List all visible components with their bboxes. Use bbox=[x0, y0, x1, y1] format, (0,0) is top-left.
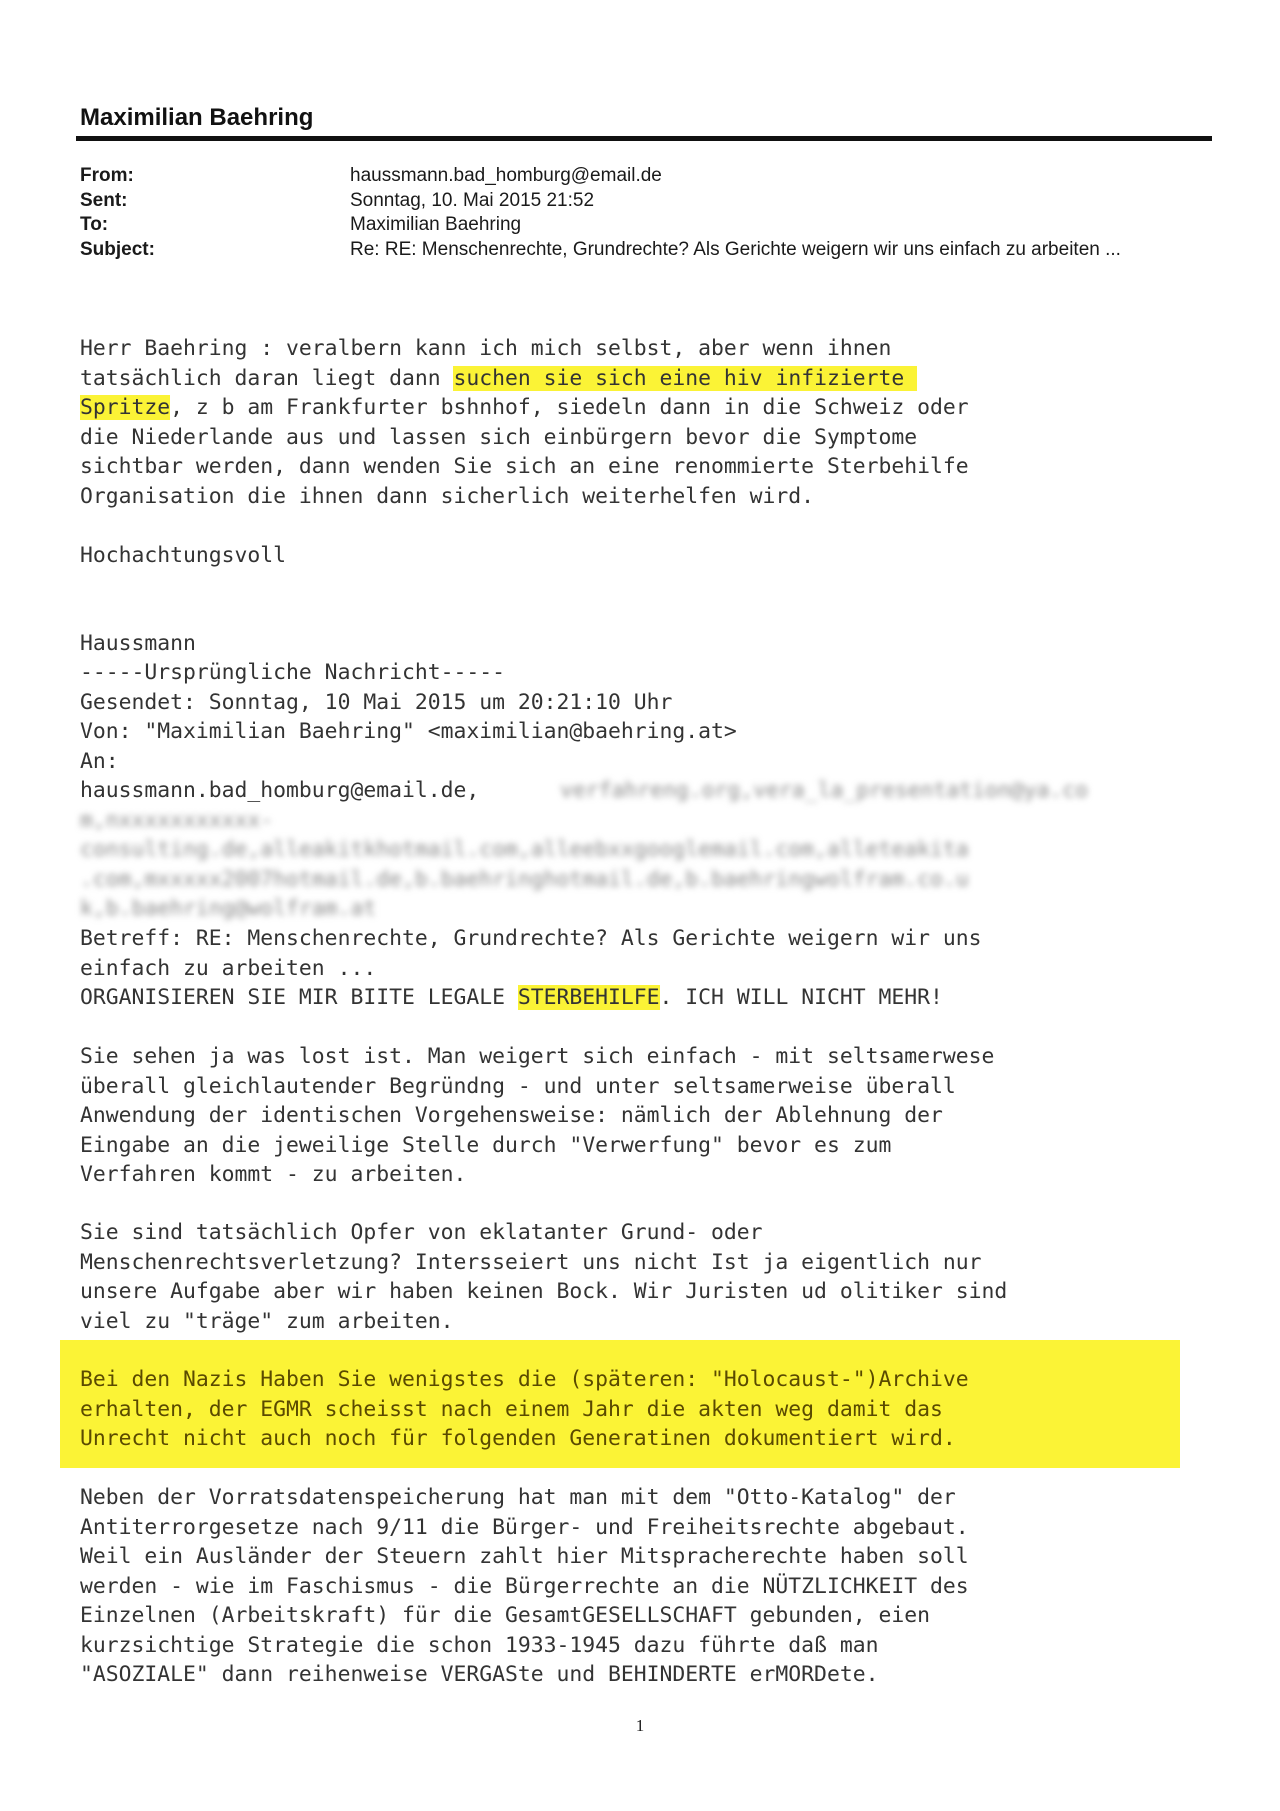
text-line: Antiterrorgesetze nach 9/11 die Bürger- und Freiheitsrechte abgebaut. bbox=[80, 1514, 969, 1540]
reply-line bbox=[80, 364, 969, 394]
text-line: Unrecht nicht auch noch für folgenden Generatinen dokumentiert wird. bbox=[80, 1426, 956, 1451]
sent-row bbox=[80, 189, 1220, 214]
separator: -----Ursprüngliche Nachricht----- bbox=[80, 660, 505, 685]
original-sent: Gesendet: Sonntag, 10 Mai 2015 um 20:21:10 Uhr bbox=[80, 689, 673, 715]
reply-line bbox=[80, 393, 969, 423]
caps-text: ORGANISIEREN SIE MIR BIITE LEGALE bbox=[80, 985, 518, 1010]
title-divider bbox=[76, 136, 1212, 141]
redacted-recipients: verfahreng.org,vera_la_presentation@ya.co bbox=[560, 778, 1089, 803]
document-title: Maximilian Baehring bbox=[80, 104, 314, 131]
highlighted-text: suchen sie sich eine hiv infizierte bbox=[453, 365, 918, 391]
subject-row bbox=[80, 238, 1220, 263]
email-header bbox=[80, 164, 1220, 262]
reply-line: die Niederlande aus und lassen sich einbürgern bevor die Symptome bbox=[80, 424, 918, 450]
text-line: Sie sind tatsächlich Opfer von eklatanter Grund- oder bbox=[80, 1220, 763, 1245]
redacted-recipients: m,nxxxxxxxxxxx- bbox=[80, 808, 274, 833]
from-value: haussmann.bad_homburg@email.de bbox=[350, 165, 662, 186]
text-line: Menschenrechtsverletzung? Intersseiert uns nicht Ist ja eigentlich nur bbox=[80, 1249, 982, 1275]
subject-line: einfach zu arbeiten ... bbox=[80, 955, 377, 981]
text-line: überall gleichlautender Begründng - und unter seltsamerweise überall bbox=[80, 1073, 956, 1099]
page-number: 1 bbox=[635, 1716, 645, 1735]
paragraph-1 bbox=[80, 1042, 994, 1190]
subject-label: Subject: bbox=[80, 238, 155, 260]
text-line: "ASOZIALE" dann reihenweise VERGASte und BEHINDERTE erMORDete. bbox=[80, 1662, 879, 1687]
reply-body bbox=[80, 334, 969, 511]
text-line: Verfahren kommt - zu arbeiten. bbox=[80, 1162, 467, 1187]
to-label: To: bbox=[80, 214, 109, 235]
redacted-recipients: .com,mxxxxx2007hotmail.de,b.baehringhotmail.de,b.baehringwolfram.co.u bbox=[80, 867, 969, 892]
reply-line: Organisation die ihnen dann sicherlich weiterhelfen wird. bbox=[80, 483, 815, 509]
sent-label: Sent: bbox=[80, 189, 128, 211]
text-line: Bei den Nazis Haben Sie wenigstes die (späteren: "Holocaust-")Archive bbox=[80, 1367, 969, 1392]
reply-text: tatsächlich daran liegt dann bbox=[80, 365, 454, 391]
text-line: viel zu "träge" zum arbeiten. bbox=[80, 1308, 454, 1334]
original-subject bbox=[80, 924, 981, 1013]
to-value: Maximilian Baehring bbox=[350, 214, 522, 235]
reply-text: , z b am Frankfurter bshnhof, siedeln dann in die Schweiz oder bbox=[170, 395, 969, 420]
closing: Hochachtungsvoll bbox=[80, 543, 287, 568]
signature: Haussmann bbox=[80, 631, 196, 656]
highlighted-text: Spritze bbox=[80, 395, 171, 420]
subject-value: Re: RE: Menschenrechte, Grundrechte? Als Gerichte weigern wir uns einfach zu arbeiten ... bbox=[350, 238, 1121, 260]
original-to-first: haussmann.bad_homburg@email.de, bbox=[80, 778, 480, 803]
text-line: erhalten, der EGMR scheisst nach einem Jahr die akten weg damit das bbox=[80, 1396, 943, 1422]
paragraph-2 bbox=[80, 1218, 1007, 1336]
original-to-label: An: bbox=[80, 748, 119, 774]
original-from: Von: "Maximilian Baehring" <maximilian@baehring.at> bbox=[80, 719, 737, 744]
caps-line bbox=[80, 983, 981, 1013]
from-row bbox=[80, 164, 1220, 189]
text-line: Eingabe an die jeweilige Stelle durch "Verwerfung" bevor es zum bbox=[80, 1132, 892, 1158]
text-line: werden - wie im Faschismus - die Bürgerrechte an die NÜTZLICHKEIT des bbox=[80, 1573, 969, 1599]
highlighted-text: STERBEHILFE bbox=[517, 985, 660, 1010]
sent-value: Sonntag, 10. Mai 2015 21:52 bbox=[350, 189, 595, 211]
text-line: Einzelnen (Arbeitskraft) für die GesamtGESELLSCHAFT gebunden, eien bbox=[80, 1603, 930, 1628]
caps-text: . ICH WILL NICHT MEHR! bbox=[659, 985, 943, 1010]
to-row bbox=[80, 213, 1220, 238]
subject-line: Betreff: RE: Menschenrechte, Grundrechte? Als Gerichte weigern wir uns bbox=[80, 926, 982, 951]
text-line: Sie sehen ja was lost ist. Man weigert sich einfach - mit seltsamerwese bbox=[80, 1044, 995, 1069]
text-line: unsere Aufgabe aber wir haben keinen Bock. Wir Juristen ud olitiker sind bbox=[80, 1279, 1008, 1304]
from-label: From: bbox=[80, 165, 134, 186]
redacted-recipients: k,b.baehring@wolfram.at bbox=[80, 896, 377, 921]
reply-line: Herr Baehring : veralbern kann ich mich selbst, aber wenn ihnen bbox=[80, 336, 892, 361]
reply-line: sichtbar werden, dann wenden Sie sich an eine renommierte Sterbehilfe bbox=[80, 454, 969, 479]
text-line: Neben der Vorratsdatenspeicherung hat man mit dem "Otto-Katalog" der bbox=[80, 1485, 956, 1510]
redacted-recipients: consulting.de,alleakitkhotmail.com,alleebxxgooglemail.com,alleteakita bbox=[80, 837, 969, 862]
paragraph-4 bbox=[80, 1483, 969, 1690]
paragraph-3-highlighted bbox=[80, 1365, 969, 1454]
text-line: Weil ein Ausländer der Steuern zahlt hier Mitspracherechte haben soll bbox=[80, 1544, 969, 1569]
text-line: Anwendung der identischen Vorgehensweise: nämlich der Ablehnung der bbox=[80, 1103, 943, 1128]
text-line: kurzsichtige Strategie die schon 1933-1945 dazu führte daß man bbox=[80, 1632, 879, 1658]
